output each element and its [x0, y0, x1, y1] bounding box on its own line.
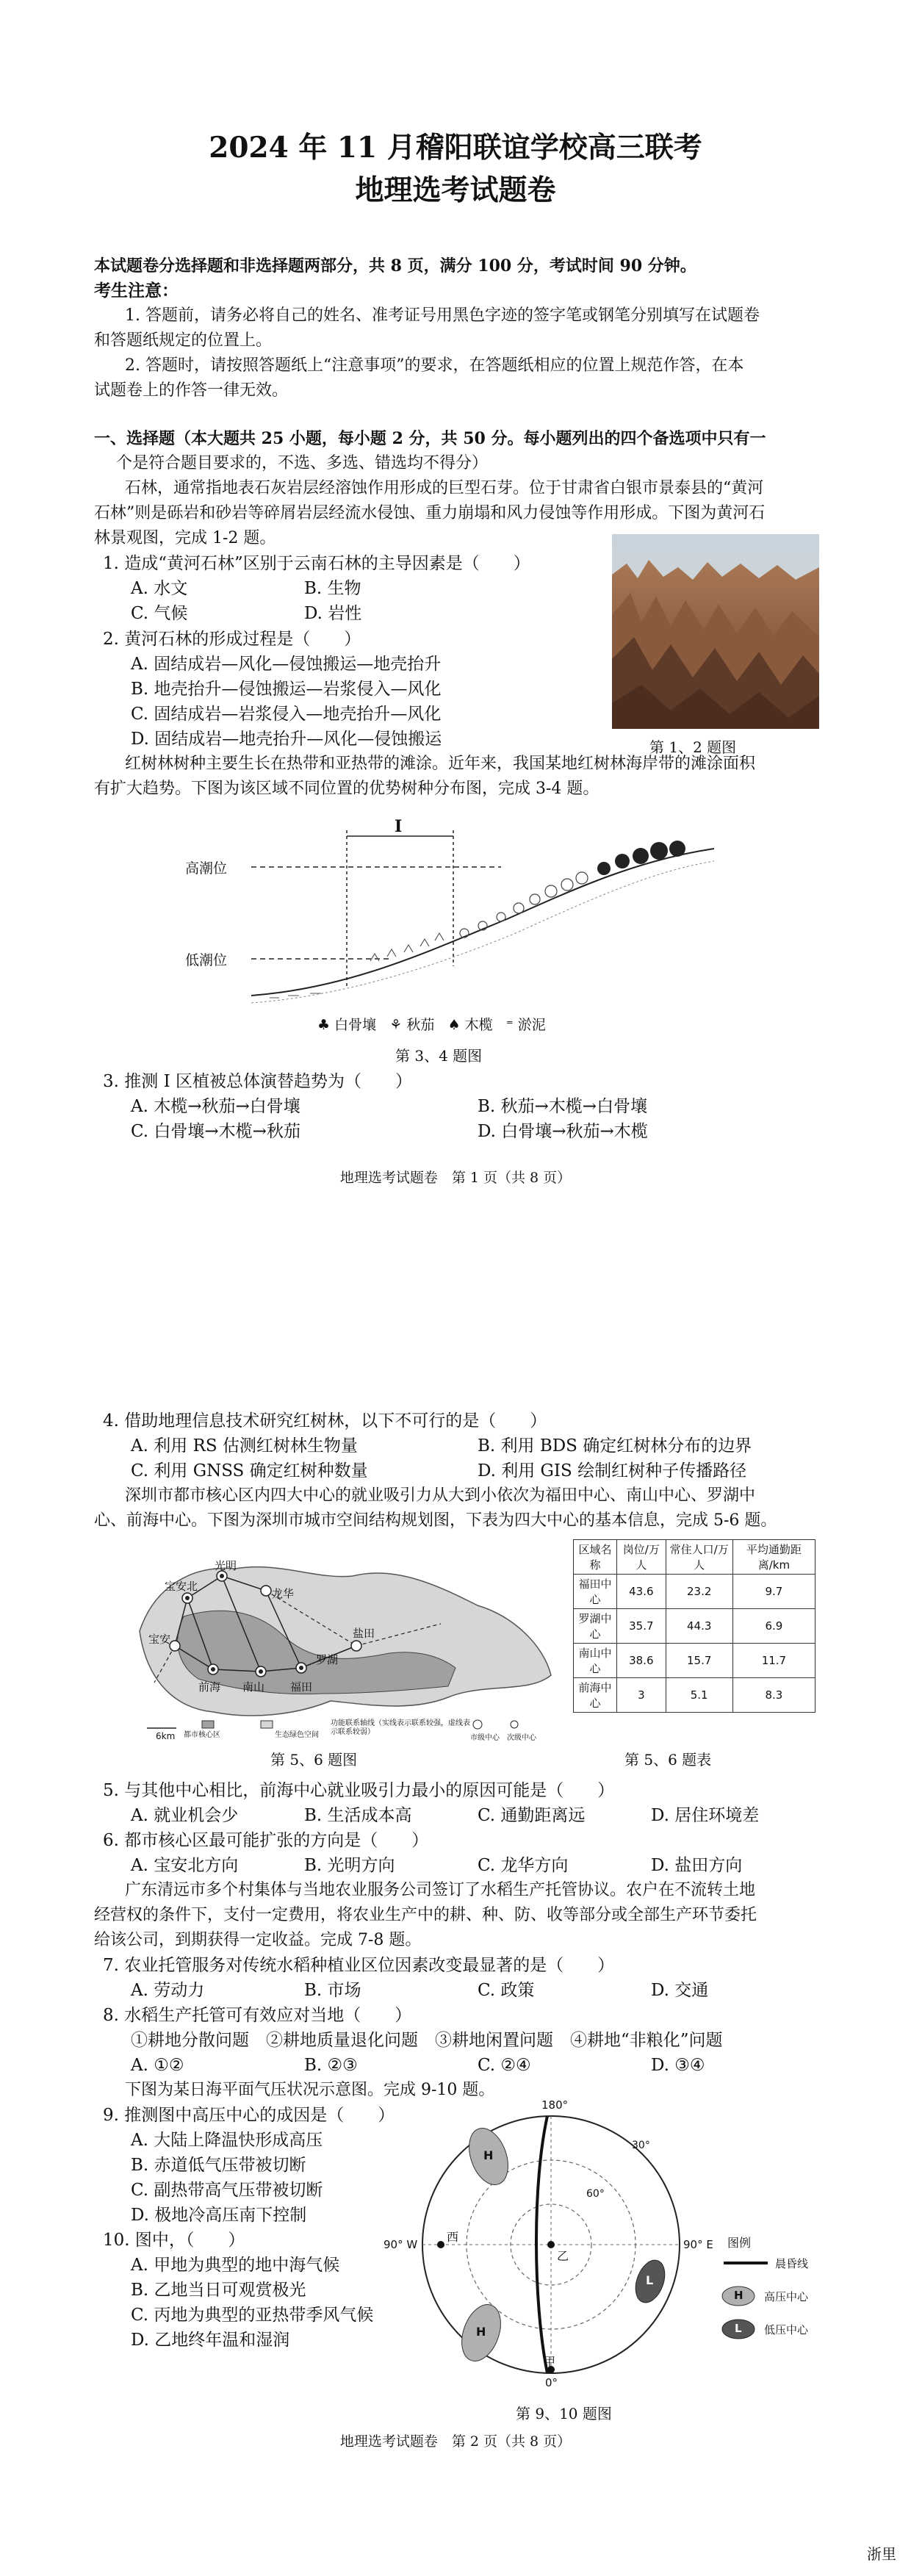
- q2-option-c[interactable]: C. 固结成岩—岩浆侵入—地壳抬升—风化: [131, 705, 442, 724]
- map-label-futian: 福田: [290, 1680, 313, 1694]
- q5-option-a[interactable]: A. 就业机会少: [131, 1806, 239, 1825]
- shenzhen-map: [132, 1536, 558, 1749]
- silt-icon: ⁼: [505, 1017, 514, 1033]
- legend-city-center: 市级中心: [470, 1734, 500, 1742]
- agri-intro-3: 给该公司，到期获得一定收益。完成 7-8 题。: [94, 1931, 422, 1949]
- table-header: 岗位/万人: [617, 1540, 666, 1575]
- shenzhen-intro-2: 心、前海中心。下图为深圳市城市空间结构规划图，下表为四大中心的基本信息，完成 5-6 题。: [94, 1511, 777, 1530]
- map-scale: 6km: [156, 1731, 176, 1741]
- corner-mark: 浙里: [867, 2545, 896, 2563]
- label-0: 0°: [545, 2376, 558, 2389]
- q10-option-a[interactable]: A. 甲地为典型的地中海气候: [131, 2256, 340, 2275]
- label-60: 60°: [586, 2188, 605, 2200]
- pressure-caption: 第 9、10 题图: [516, 2405, 612, 2422]
- map-label-yantian: 盐田: [353, 1627, 375, 1640]
- stone-forest-photo: [612, 534, 819, 729]
- shenzhen-table: [573, 1539, 815, 1713]
- q2-option-a[interactable]: A. 固结成岩—风化—侵蚀搬运—地壳抬升: [131, 655, 442, 674]
- label-bing: 西: [447, 2230, 459, 2244]
- q1-stem: 1. 造成“黄河石林”区别于云南石林的主导因素是（ ）: [103, 554, 530, 573]
- q9-option-d[interactable]: D. 极地冷高压南下控制: [131, 2206, 307, 2225]
- map-label-longhua: 龙华: [272, 1587, 295, 1600]
- q3-option-c[interactable]: C. 白骨壤→木榄→秋茄: [131, 1122, 300, 1141]
- map-label-guangming: 光明: [215, 1559, 237, 1572]
- q5-option-c[interactable]: C. 通勤距离远: [478, 1806, 586, 1825]
- notice-1b: 和答题纸规定的位置上。: [94, 331, 273, 350]
- notice-1a: 1. 答题前，请务必将自己的姓名、准考证号用黑色字迹的签字笔或钢笔分别填写在试题卷: [125, 306, 760, 325]
- q10-option-c[interactable]: C. 丙地为典型的亚热带季风气候: [131, 2306, 374, 2325]
- q9-option-c[interactable]: C. 副热带高气压带被切断: [131, 2181, 323, 2200]
- table-row: 罗湖中心 35.7 44.3 6.9: [574, 1609, 815, 1644]
- q6-option-b[interactable]: B. 光明方向: [304, 1856, 395, 1875]
- label-yi: 乙: [557, 2249, 569, 2263]
- q5-option-d[interactable]: D. 居住环境差: [651, 1806, 760, 1825]
- high-tide-label: 高潮位: [185, 860, 228, 877]
- q9-stem: 9. 推测图中高压中心的成因是（ ）: [103, 2106, 395, 2125]
- q4-option-c[interactable]: C. 利用 GNSS 确定红树种数量: [131, 1461, 368, 1481]
- q1-option-b[interactable]: B. 生物: [304, 579, 361, 598]
- q8-stem: 8. 水稻生产托管可有效应对当地（ ）: [103, 2006, 412, 2025]
- q7-option-b[interactable]: B. 市场: [304, 1981, 361, 2000]
- q10-option-d[interactable]: D. 乙地终年温和湿润: [131, 2331, 290, 2350]
- fig12-caption: 第 1、2 题图: [649, 738, 737, 756]
- high-center-1: H: [483, 2148, 494, 2162]
- q4-stem: 4. 借助地理信息技术研究红树林，以下不可行的是（ ）: [103, 1411, 547, 1431]
- notice-2a: 2. 答题时，请按照答题纸上“注意事项”的要求，在答题纸相应的位置上规范作答，在本: [125, 356, 744, 375]
- exam-summary: 本试题卷分选择题和非选择题两部分，共 8 页，满分 100 分，考试时间 90 分钟。: [94, 256, 696, 276]
- table-row: 前海中心 3 5.1 8.3: [574, 1678, 815, 1713]
- q1-option-d[interactable]: D. 岩性: [304, 604, 362, 623]
- legend-core-area: 都市核心区: [184, 1731, 220, 1739]
- q9-option-b[interactable]: B. 赤道低气压带被切断: [131, 2156, 306, 2175]
- q6-option-c[interactable]: C. 龙华方向: [478, 1856, 569, 1875]
- label-30: 30°: [632, 2140, 650, 2151]
- q4-option-a[interactable]: A. 利用 RS 估测红树林生物量: [131, 1436, 358, 1456]
- table-header: 平均通勤距离/km: [732, 1540, 815, 1575]
- q9-option-a[interactable]: A. 大陆上降温快形成高压: [131, 2131, 323, 2150]
- q2-stem: 2. 黄河石林的形成过程是（ ）: [103, 630, 361, 649]
- stone-intro-3: 林景观图，完成 1-2 题。: [94, 529, 276, 547]
- mangrove-intro-1: 红树林树种主要生长在热带和亚热带的滩涂。近年来，我国某地红树林海岸带的滩涂面积: [125, 755, 756, 773]
- q2-option-b[interactable]: B. 地壳抬升—侵蚀搬运—岩浆侵入—风化: [131, 680, 442, 699]
- map-label-luohu: 罗湖: [316, 1653, 339, 1666]
- pressure-diagram: [384, 2094, 815, 2403]
- white-mangrove-icon: ♣: [317, 1017, 331, 1033]
- stone-intro-1: 石林，通常指地表石灰岩层经溶蚀作用形成的巨型石芽。位于甘肃省白银市景泰县的“黄河: [125, 479, 764, 497]
- legend-l-symbol: L: [735, 2322, 742, 2335]
- legend-low: 低压中心: [764, 2323, 809, 2336]
- section1-heading-a: 一、选择题（本大题共 25 小题，每小题 2 分，共 50 分。每小题列出的四个备选项中只有一: [94, 429, 766, 448]
- q2-option-d[interactable]: D. 固结成岩—地壳抬升—风化—侵蚀搬运: [131, 730, 442, 749]
- q7-option-a[interactable]: A. 劳动力: [131, 1981, 205, 2000]
- legend-white-mangrove: 白骨壤: [334, 1017, 377, 1033]
- legend-kandelia: 秋茄: [406, 1017, 435, 1033]
- table-header: 常住人口/万人: [666, 1540, 732, 1575]
- map-label-qianhai: 前海: [198, 1680, 221, 1694]
- legend-title: 图例: [727, 2236, 752, 2250]
- legend-h-symbol: H: [734, 2289, 743, 2302]
- q8-option-a[interactable]: A. ①②: [131, 2056, 184, 2075]
- shenzhen-intro-1: 深圳市都市核心区内四大中心的就业吸引力从大到小依次为福田中心、南山中心、罗湖中: [125, 1486, 756, 1505]
- q6-option-d[interactable]: D. 盐田方向: [651, 1856, 743, 1875]
- q7-option-d[interactable]: D. 交通: [651, 1981, 709, 2000]
- low-tide-label: 低潮位: [185, 952, 228, 968]
- mangrove-intro-2: 有扩大趋势。下图为该区域不同位置的优势树种分布图，完成 3-4 题。: [94, 780, 599, 798]
- table-row: 福田中心 43.6 23.2 9.7: [574, 1575, 815, 1609]
- legend-terminator: 晨昏线: [775, 2257, 809, 2270]
- shenzhen-table-caption: 第 5、6 题表: [624, 1751, 712, 1769]
- page-2-footer: 地理选考试题卷 第 2 页（共 8 页）: [339, 2433, 572, 2450]
- q8-option-c[interactable]: C. ②④: [478, 2056, 531, 2075]
- mangrove-legend: [317, 1014, 546, 1034]
- exam-title: 2024 年 11 月稽阳联谊学校高三联考: [209, 131, 702, 165]
- label-180: 180°: [541, 2098, 569, 2112]
- section1-heading-b: 个是符合题目要求的，不选、多选、错选均不得分）: [116, 454, 489, 472]
- q4-option-b[interactable]: B. 利用 BDS 确定红树林分布的边界: [478, 1436, 752, 1456]
- q8-option-d[interactable]: D. ③④: [651, 2056, 705, 2075]
- q3-option-d[interactable]: D. 白骨壤→秋茄→木榄: [478, 1122, 648, 1141]
- stone-intro-2: 石林”则是砾岩和砂岩等碎屑岩层经流水侵蚀、重力崩塌和风力侵蚀等作用形成。下图为黄河石: [94, 504, 766, 522]
- shenzhen-map-caption: 第 5、6 题图: [270, 1751, 358, 1769]
- agri-intro-2: 经营权的条件下，支付一定费用，将农业生产中的耕、种、防、收等部分或全部生产环节委托: [94, 1906, 757, 1924]
- q4-option-d[interactable]: D. 利用 GIS 绘制红树种子传播路径: [478, 1461, 747, 1481]
- q5-option-b[interactable]: B. 生活成本高: [304, 1806, 412, 1825]
- q1-option-a[interactable]: A. 水文: [131, 579, 188, 598]
- low-center: L: [646, 2273, 654, 2287]
- legend-eco-space: 生态绿色空间: [275, 1731, 319, 1739]
- q3-option-b[interactable]: B. 秋茄→木榄→白骨壤: [478, 1097, 648, 1116]
- notice-title: 考生注意：: [94, 281, 179, 301]
- mangrove-caption: 第 3、4 题图: [395, 1047, 483, 1065]
- legend-silt: 淤泥: [517, 1017, 546, 1033]
- zone-i-label: I: [395, 817, 403, 836]
- table-row: 南山中心 38.6 15.7 11.7: [574, 1644, 815, 1678]
- q8-option-b[interactable]: B. ②③: [304, 2056, 358, 2075]
- q8-items: ①耕地分散问题 ②耕地质量退化问题 ③耕地闲置问题 ④耕地“非粮化”问题: [131, 2031, 723, 2050]
- map-label-nanshan: 南山: [242, 1680, 265, 1694]
- legend-high: 高压中心: [764, 2290, 809, 2303]
- q3-option-a[interactable]: A. 木榄→秋茄→白骨壤: [131, 1097, 300, 1116]
- legend-sub-center: 次级中心: [507, 1734, 536, 1742]
- label-jia: 甲: [544, 2355, 556, 2369]
- q3-stem: 3. 推测 I 区植被总体演替趋势为（ ）: [103, 1072, 412, 1091]
- q10-option-b[interactable]: B. 乙地当日可观赏极光: [131, 2281, 306, 2300]
- q7-stem: 7. 农业托管服务对传统水稻种植业区位因素改变最显著的是（ ）: [103, 1956, 615, 1975]
- page-1-footer: 地理选考试题卷 第 1 页（共 8 页）: [339, 1170, 572, 1186]
- q1-option-c[interactable]: C. 气候: [131, 604, 188, 623]
- label-90e: 90° E: [683, 2238, 713, 2251]
- q5-stem: 5. 与其他中心相比，前海中心就业吸引力最小的原因可能是（ ）: [103, 1781, 615, 1800]
- legend-bruguiera: 木榄: [464, 1017, 493, 1033]
- map-label-baoan: 宝安: [148, 1633, 171, 1646]
- bruguiera-icon: ♠: [447, 1017, 461, 1033]
- label-90w: 90° W: [384, 2238, 418, 2251]
- map-label-baoan-north: 宝安北: [165, 1580, 198, 1593]
- notice-2b: 试题卷上的作答一律无效。: [94, 381, 289, 400]
- legend-axis: 功能联系轴线（实线表示联系较强，虚线表示联系较弱）: [331, 1719, 470, 1736]
- kandelia-icon: ⚘: [389, 1017, 403, 1033]
- agri-intro-1: 广东清远市多个村集体与当地农业服务公司签订了水稻生产托管协议。农户在不流转土地: [125, 1881, 756, 1899]
- table-header: 区域名称: [574, 1540, 617, 1575]
- q6-option-a[interactable]: A. 宝安北方向: [131, 1856, 239, 1875]
- pressure-intro: 下图为某日海平面气压状况示意图。完成 9-10 题。: [125, 2081, 495, 2099]
- q7-option-c[interactable]: C. 政策: [478, 1981, 535, 2000]
- q6-stem: 6. 都市核心区最可能扩张的方向是（ ）: [103, 1831, 429, 1850]
- exam-subtitle: 地理选考试题卷: [355, 173, 556, 207]
- mangrove-diagram: [185, 808, 714, 1051]
- q10-stem: 10. 图中，（ ）: [103, 2231, 245, 2250]
- high-center-2: H: [476, 2325, 486, 2339]
